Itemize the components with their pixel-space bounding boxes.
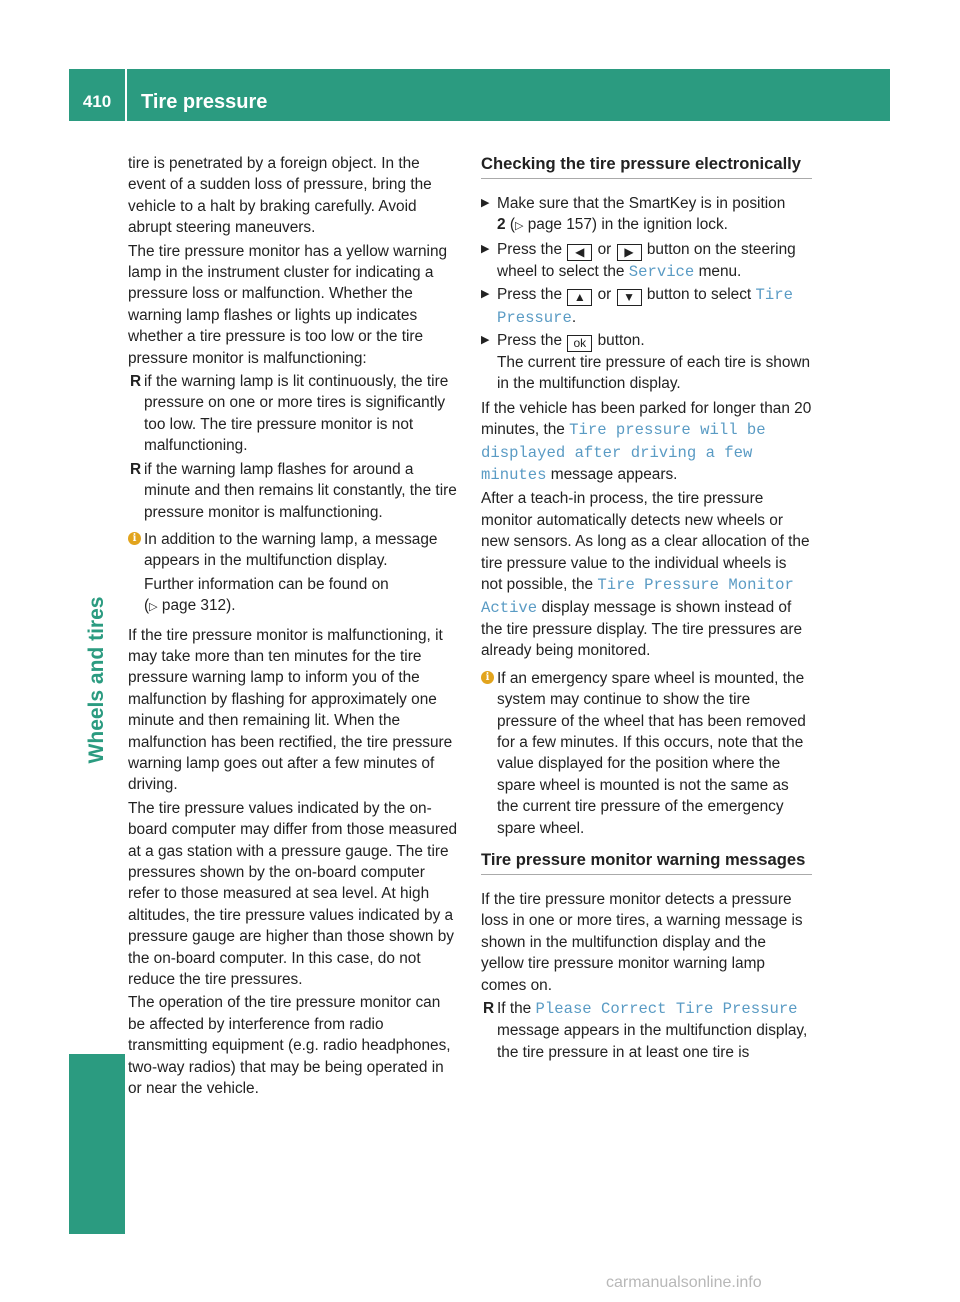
up-arrow-key-icon: ▲ [567, 289, 592, 306]
info-icon: i [128, 532, 141, 545]
page-ref-icon: ▷ [149, 601, 158, 614]
side-section-label [82, 560, 112, 800]
paragraph: The operation of the tire pressure monitor can be affected by interference from radio transmitting equipment (e.g. radio headphones, two-way radios) that may be being operated in or near the vehicle. [128, 994, 451, 1098]
step-arrow-icon: ▶ [481, 334, 490, 347]
paragraph: If the tire pressure monitor detects a pressure loss in one or more tires, a warning message is shown in the multifunction display and the yellow tire pressure monitor warning lamp comes on. [481, 890, 803, 994]
side-tab-block [69, 1054, 125, 1234]
left-arrow-key-icon: ◀ [567, 244, 592, 261]
side-section-label-text: Wheels and tires [85, 596, 108, 764]
page-header [69, 69, 890, 121]
display-text: Please Correct Tire Pressure [535, 1000, 798, 1018]
list-item: R if the warning lamp flashes for around a minute and then remains lit constantly, the tire pressure monitor is malfunctioning. [130, 460, 457, 521]
bullet-icon: R [130, 460, 142, 478]
right-column [481, 153, 812, 1065]
step-arrow-icon: ▶ [481, 242, 490, 255]
step-item: ▶ Make sure that the SmartKey is in position 2 (▷ page 157) in the ignition lock. [481, 195, 786, 234]
display-text: Tire pressure will be displayed after driving a few minutes [481, 421, 766, 485]
right-arrow-key-icon: ▶ [617, 244, 642, 261]
paragraph: After a teach-in process, the tire pressure monitor automatically detects new wheels or new sensors. As long as a clear allocation of the tire pressure value to the individual wheels is not possible, the Tire Pressure Monitor Active display message is shown instead of the tire pressure display. The tire pressures are already being monitored. [481, 490, 810, 660]
step-arrow-icon: ▶ [481, 197, 490, 209]
paragraph: If the tire pressure monitor is malfunctioning, it may take more than ten minutes for the tire pressure warning lamp to inform you of the malfunction by flashing for approximately one minute and then remaining lit. When the malfunction has been rectified, the tire pressure warning lamp goes out after a few minutes of driving. [128, 626, 453, 794]
page-reference-link[interactable]: page 157) in the ignition lock. [527, 216, 728, 234]
left-column [128, 153, 460, 1101]
display-text: Tire Pressure Monitor Active [481, 576, 794, 617]
info-icon: i [481, 671, 494, 684]
info-note: i In addition to the warning lamp, a message appears in the multifunction display. Further information can be found on (▷ page 312). [128, 529, 460, 619]
heading-rule [481, 874, 812, 875]
page-reference-link[interactable]: page 312). [161, 597, 236, 615]
section-heading: Checking the tire pressure electronically [481, 154, 802, 173]
down-arrow-key-icon: ▼ [617, 289, 642, 306]
heading-rule [481, 178, 812, 179]
bullet-icon: R [483, 1000, 495, 1017]
bullet-icon: R [130, 373, 142, 391]
page-title: Tire pressure [141, 91, 268, 113]
display-text: Tire Pressure [497, 286, 793, 327]
watermark: carmanualsonline.info [606, 1274, 762, 1291]
paragraph: tire is penetrated by a foreign object. In the event of a sudden loss of pressure, bring the vehicle to a halt by braking carefully. Avoid abrupt steering maneuvers. [128, 155, 432, 237]
list-item: R if the warning lamp is lit continuously, the tire pressure on one or more tires is significantly too low. The tire pressure monitor is not malfunctioning. [130, 373, 449, 455]
paragraph: If the vehicle has been parked for longer than 20 minutes, the Tire pressure will be displayed after driving a few minutes message appears. [481, 399, 812, 485]
paragraph: The tire pressure monitor has a yellow warning lamp in the instrument cluster for indicating a pressure loss or malfunction. Whether the warning lamp flashes or lights up indicates whether a tire pressure is too low or the tire pressure monitor is malfunctioning: [128, 242, 448, 367]
page-number: 410 [82, 92, 112, 111]
info-note: i If an emergency spare wheel is mounted, the system may continue to show the tire pressure of the wheel that has been removed for a few minutes. If this occurs, note that the value displayed for the position where the spare wheel is mounted is not the same as the current tire pressure of the emergency spare wheel. [481, 668, 812, 839]
step-item: ▶ Press the ok button. The current tire pressure of each tire is shown in the multifunction display. [481, 332, 811, 393]
page-ref-icon: ▷ [514, 220, 524, 233]
step-item: ▶ Press the ◀ or ▶ button on the steering wheel to select the Service menu. [481, 240, 796, 281]
list-item: R If the Please Correct Tire Pressure message appears in the multifunction display, the tire pressure in at least one tire is [483, 1000, 808, 1061]
paragraph: The tire pressure values indicated by the on-board computer may differ from those measured at a gas station with a pressure gauge. The tire pressures shown by the on-board computer refer to those measured at sea level. At high altitudes, the tire pressure values indicated by a pressure gauge are higher than those shown by the on-board computer. In this case, do not reduce the tire pressures. [128, 799, 458, 989]
display-text: Service [628, 262, 695, 281]
ok-key-icon: ok [567, 335, 592, 352]
section-heading: Tire pressure monitor warning messages [481, 849, 806, 869]
step-item: ▶ Press the ▲ or ▼ button to select Tire Pressure. [481, 286, 793, 327]
step-arrow-icon: ▶ [481, 288, 490, 301]
header-separator [125, 69, 127, 121]
